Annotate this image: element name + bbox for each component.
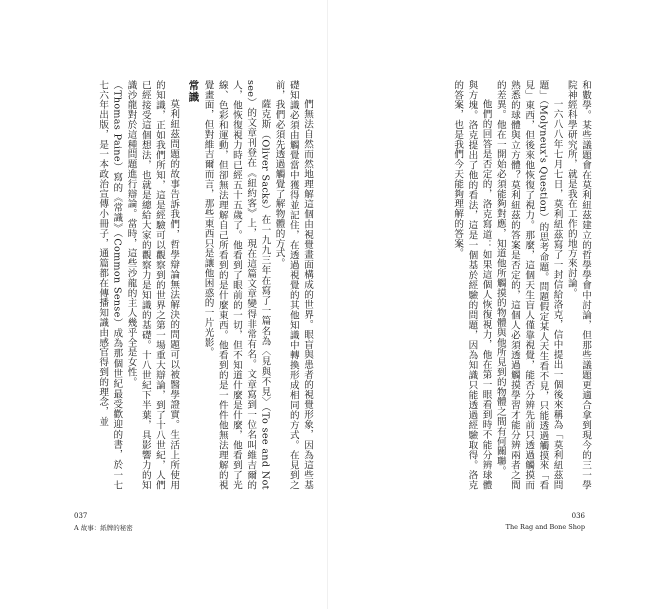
running-title: The Rag and Bone Shop: [505, 523, 585, 531]
paragraph: 莫利紐茲問題的故事告訴我們，哲學辯論無法解決的問題可以被醫學證實。生活上所使用的知識，正如我們所知，這是經驗可以觀察到的世界之第一場重大辯論，到了十八世紀，人們已經接受這個想法，也就是總給大家的觀察力是知識的基礎。十八世紀下半葉，具影響力的知識沙龍對於這種問題進行辯論。當時，這些沙龍的主人幾乎全是女性。: [125, 80, 180, 490]
paragraph: 他們的回答是否定的，洛克寫道：如果這個人恢復視力，他在第一眼看到時不能分辨球體與方塊。洛克提出了他的看法，這是一個基於經驗的問題，因為知識只能透過經驗取得。洛克的答案，也是我們今天能夠理解的答案。: [452, 80, 492, 490]
page-number: 037: [74, 512, 88, 520]
right-folio: [506, 512, 585, 531]
paragraph: 一六八八年七月七日，莫利紐茲寫了一封信給洛克，信中提出一個後來稱為「莫利紐茲問題」（Molyneux's Question）的思考命題。問題假定某人天生看不見，只能透過觸摸來「看見」東西，但後來他恢復了視力。那麼，這個天生盲人僅靠視覺，能否分辨先前只透過觸摸而熟悉的球體與立方體？莫利紐茲的答案是否定的，這個人必須透過觸摸學習才能分辨兩者之間的差異。他在一開始必須能夠對應，知道他所觸摸的物體與他所見到的物體之間有何關聯。: [494, 80, 563, 490]
left-page-text: [70, 80, 314, 490]
gutter: [327, 0, 328, 609]
paragraph: 們無法自然而然地理解這個由視覺畫面構成的世界。眼盲與患者的視覺形象，因為這些基礎知識必須由觸覺當中獲得並記住，在透過視覺的其他知識中轉換形成相同的方式。在見到之前，我們必須先透過觸覺了解物體的方式。: [273, 80, 313, 490]
running-title: A 故事：紙牌的秘密: [74, 524, 133, 532]
paragraph: 薩克斯（Oliver Sacks）在一九九三年在寫了一篇名為〈見與不見〉（To see and Not see）的文章刊登在《紐約客》上，現在這篇文章變得非常有名。文章寫到一位名叫維吉爾的人，他恢復視力時已經五十五歲了。他看到了眼前的一切，但不知道什麼是什麼，他看到了光線、色彩和運動，但卻無法理解自己所看到的是什麼東西。他看到的是一件件他無法理解的視覺畫面，但對維吉爾而言，那些東西只是讓他困惑的一片光影。: [202, 80, 271, 490]
left-folio: [74, 512, 133, 532]
page-number: 036: [571, 512, 585, 520]
paragraph: （Thomas Paine）寫的《常識》（Common Sense）成為那個世紀最受歡迎的書，於一七七六年出版，是一本政治宣傳小冊子，通篇都在傳播知識由感官得到的理念，並: [97, 80, 123, 490]
paragraph: 和數學。某些議題會在莫利紐茲建立的哲學學會中討論，但那些議題更適合拿到現今的三一學院神經科學研究所，就是我在工作的地方來討論。: [565, 80, 591, 490]
right-page-text: [342, 80, 592, 490]
section-heading: 常識: [187, 80, 200, 103]
